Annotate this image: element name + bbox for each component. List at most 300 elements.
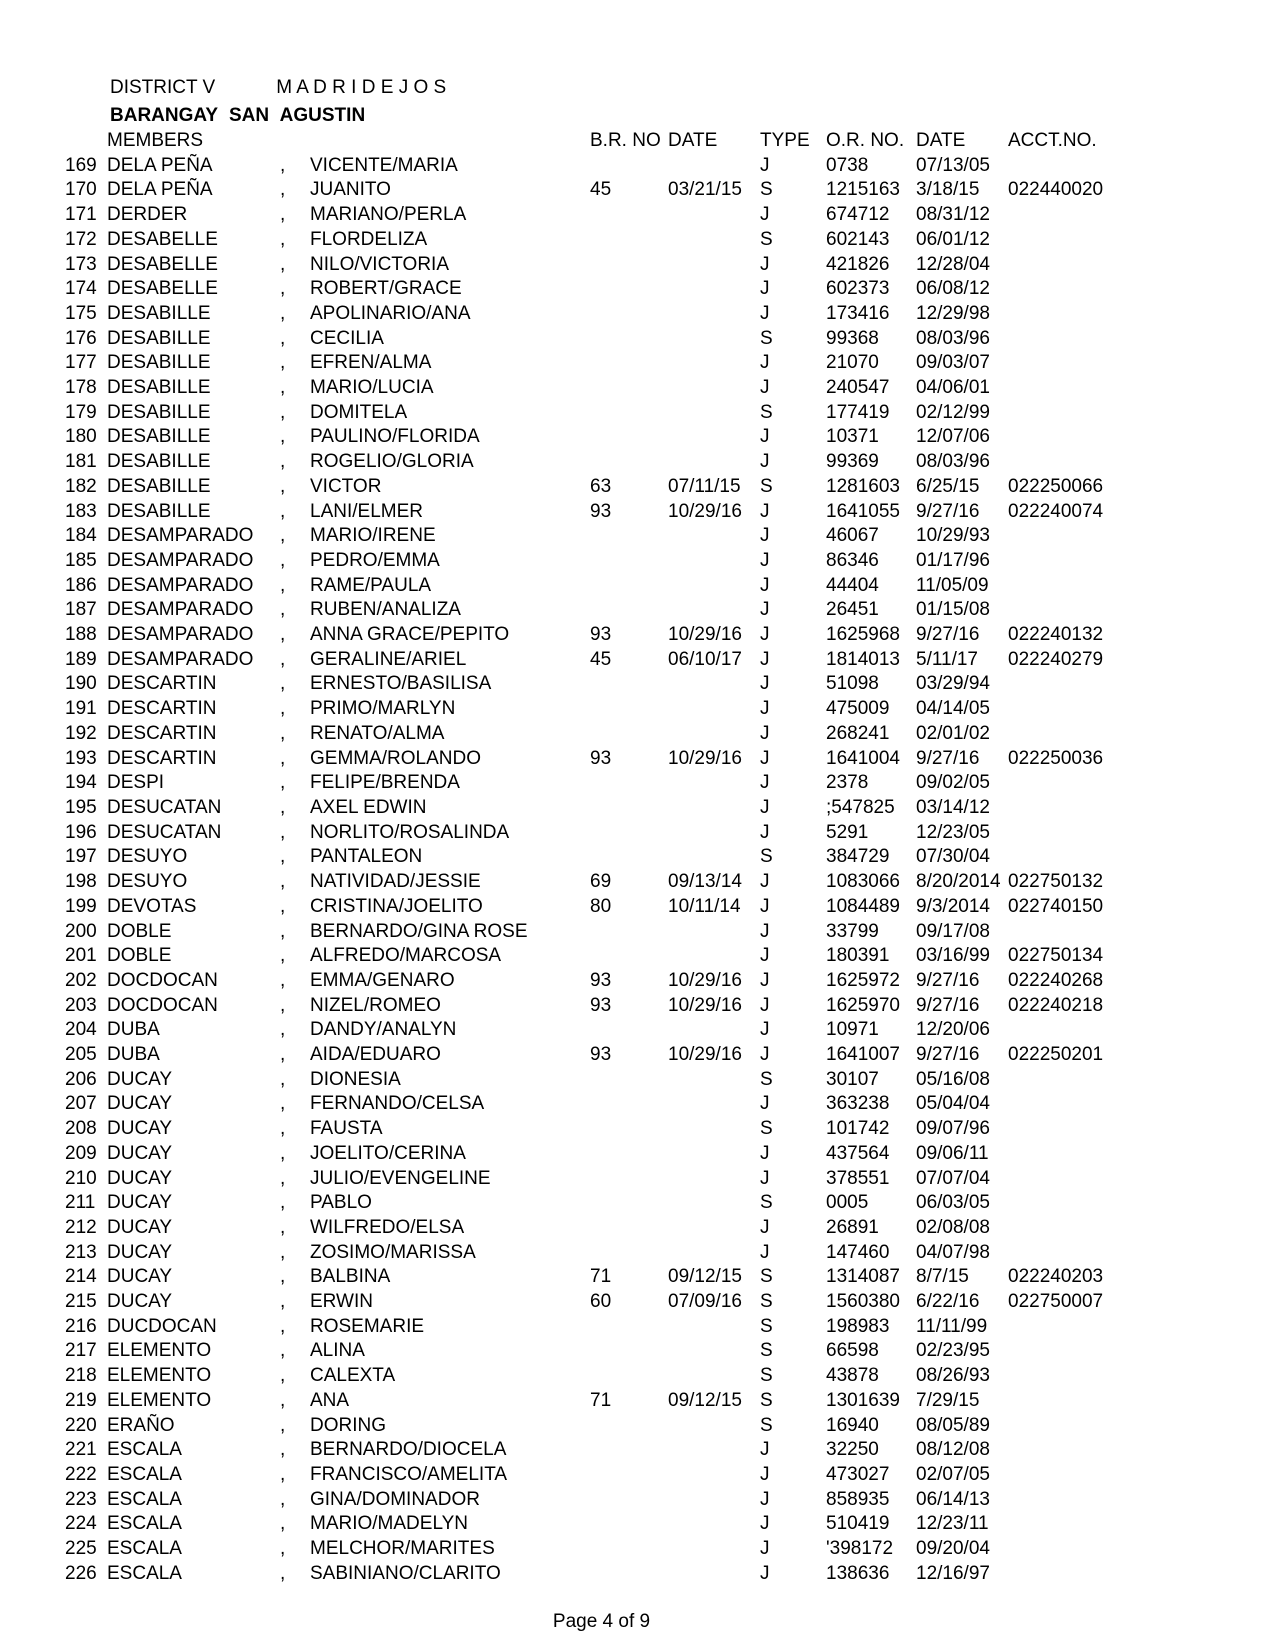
member-given-names: APOLINARIO/ANA (310, 302, 471, 324)
member-acct-no (1008, 1364, 1138, 1389)
member-type: S (760, 475, 773, 497)
member-or-date: 06/08/12 (916, 278, 990, 300)
member-surname: DESAMPARADO (107, 525, 254, 547)
member-surname: DESAMPARADO (107, 599, 254, 621)
member-or-no: 198983 (826, 1315, 890, 1337)
member-surname: DESUCATAN (107, 821, 222, 843)
member-br-no (590, 845, 668, 870)
member-or-no: 44404 (826, 574, 879, 596)
member-given-names: MARIO/MADELYN (310, 1513, 469, 1535)
member-or-date: 8/20/2014 (916, 871, 1001, 893)
member-type: J (760, 698, 770, 720)
member-br-date (668, 549, 760, 574)
member-acct-no (1008, 1537, 1138, 1562)
member-or-date: 09/20/04 (916, 1538, 990, 1560)
member-type: S (760, 1291, 773, 1313)
comma-separator: , (280, 821, 286, 843)
member-type: J (760, 253, 770, 275)
table-row (65, 203, 1138, 228)
member-surname: ESCALA (107, 1562, 182, 1584)
member-acct-no (1008, 1142, 1138, 1167)
member-type: S (760, 1365, 773, 1387)
member-given-names: SABINIANO/CLARITO (310, 1562, 501, 1584)
member-surname: DESUYO (107, 871, 188, 893)
member-number: 185 (65, 549, 97, 571)
comma-separator: , (280, 1562, 286, 1584)
member-br-no (590, 1512, 668, 1537)
member-or-date: 02/23/95 (916, 1340, 990, 1362)
member-given-names: BALBINA (310, 1266, 391, 1288)
member-or-date: 04/06/01 (916, 377, 990, 399)
member-given-names: RUBEN/ANALIZA (310, 599, 461, 621)
member-type: J (760, 377, 770, 399)
member-acct-no (1008, 425, 1138, 450)
member-number: 178 (65, 377, 97, 399)
member-number: 192 (65, 722, 97, 744)
member-surname: ESCALA (107, 1463, 182, 1485)
member-given-names: FAUSTA (310, 1118, 383, 1140)
member-given-names: CALEXTA (310, 1365, 396, 1387)
member-number: 211 (65, 1192, 96, 1214)
member-acct-no (1008, 672, 1138, 697)
member-given-names: JUANITO (310, 179, 391, 201)
comma-separator: , (280, 352, 286, 374)
member-or-date: 06/01/12 (916, 228, 990, 250)
member-type: S (760, 1389, 773, 1411)
member-or-date: 12/23/05 (916, 821, 990, 843)
member-surname: DESABELLE (107, 278, 218, 300)
comma-separator: , (280, 1068, 286, 1090)
member-given-names: GERALINE/ARIEL (310, 648, 467, 670)
member-acct-no (1008, 401, 1138, 426)
table-row (65, 1167, 1138, 1192)
member-given-names: DANDY/ANALYN (310, 1019, 457, 1041)
member-or-date: 10/29/93 (916, 525, 990, 547)
member-br-date (668, 1364, 760, 1389)
col-header-br-date: DATE (668, 130, 718, 151)
member-or-no: 32250 (826, 1439, 879, 1461)
member-or-no: 173416 (826, 302, 890, 324)
member-acct-no: 022740150 (1008, 895, 1104, 917)
member-br-no (590, 1463, 668, 1488)
member-acct-no (1008, 1488, 1138, 1513)
member-surname: DOBLE (107, 945, 172, 967)
member-given-names: NILO/VICTORIA (310, 253, 450, 275)
member-number: 179 (65, 401, 97, 423)
member-type: J (760, 673, 770, 695)
member-br-date (668, 1092, 760, 1117)
member-br-date (668, 302, 760, 327)
table-row (65, 425, 1138, 450)
member-acct-no (1008, 253, 1138, 278)
member-br-date (668, 1167, 760, 1192)
member-br-date (668, 1512, 760, 1537)
member-acct-no: 022750132 (1008, 871, 1104, 893)
member-number: 196 (65, 821, 97, 843)
member-br-no (590, 598, 668, 623)
table-row (65, 1315, 1138, 1340)
member-type: J (760, 1142, 770, 1164)
member-number: 186 (65, 574, 97, 596)
member-br-no (590, 574, 668, 599)
member-type: J (760, 574, 770, 596)
member-number: 204 (65, 1019, 97, 1041)
member-br-no (590, 1414, 668, 1439)
table-row (65, 327, 1138, 352)
member-br-date (668, 1339, 760, 1364)
member-surname: DUCAY (107, 1142, 173, 1164)
member-br-no (590, 1018, 668, 1043)
comma-separator: , (280, 945, 286, 967)
member-br-date (668, 1438, 760, 1463)
member-surname: DUCAY (107, 1192, 173, 1214)
table-row (65, 1512, 1138, 1537)
comma-separator: , (280, 204, 286, 226)
member-or-date: 08/26/93 (916, 1365, 990, 1387)
member-br-date: 10/29/16 (668, 1044, 742, 1066)
comma-separator: , (280, 895, 286, 917)
table-row (65, 1068, 1138, 1093)
member-number: 206 (65, 1068, 97, 1090)
member-number: 177 (65, 352, 97, 374)
comma-separator: , (280, 1389, 286, 1411)
member-type: J (760, 648, 770, 670)
member-br-no (590, 944, 668, 969)
table-row (65, 475, 1138, 500)
member-given-names: LANI/ELMER (310, 500, 423, 522)
member-surname: DESABILLE (107, 401, 211, 423)
table-row (65, 228, 1138, 253)
member-or-date: 01/17/96 (916, 549, 990, 571)
comma-separator: , (280, 278, 286, 300)
comma-separator: , (280, 451, 286, 473)
member-number: 226 (65, 1562, 97, 1584)
member-br-date: 09/12/15 (668, 1266, 742, 1288)
member-or-no: 240547 (826, 377, 890, 399)
member-br-no (590, 1537, 668, 1562)
table-row (65, 648, 1138, 673)
member-acct-no: 022240132 (1008, 624, 1104, 646)
table-row (65, 895, 1138, 920)
member-or-no: 858935 (826, 1488, 890, 1510)
member-or-date: 07/30/04 (916, 846, 990, 868)
member-or-date: 03/14/12 (916, 796, 990, 818)
member-given-names: PANTALEON (310, 846, 423, 868)
member-number: 175 (65, 302, 97, 324)
member-number: 176 (65, 327, 97, 349)
member-surname: DESABILLE (107, 426, 211, 448)
member-number: 171 (65, 204, 97, 226)
member-or-date: 12/16/97 (916, 1562, 990, 1584)
member-or-no: 437564 (826, 1142, 890, 1164)
member-or-no: 99369 (826, 451, 879, 473)
member-type: J (760, 1216, 770, 1238)
member-type: S (760, 1068, 773, 1090)
members-label: MEMBERS (107, 130, 204, 151)
comma-separator: , (280, 500, 286, 522)
member-br-date: 09/12/15 (668, 1389, 742, 1411)
member-surname: DESAMPARADO (107, 549, 254, 571)
member-surname: DOCDOCAN (107, 969, 218, 991)
member-given-names: CRISTINA/JOELITO (310, 895, 483, 917)
member-given-names: ANNA GRACE/PEPITO (310, 624, 510, 646)
member-br-date (668, 1018, 760, 1043)
member-surname: DEVOTAS (107, 895, 197, 917)
comma-separator: , (280, 969, 286, 991)
member-given-names: EMMA/GENARO (310, 969, 455, 991)
member-or-date: 05/16/08 (916, 1068, 990, 1090)
member-br-date: 10/11/14 (668, 895, 741, 917)
member-or-date: 01/15/08 (916, 599, 990, 621)
member-number: 208 (65, 1118, 97, 1140)
member-or-date: 6/22/16 (916, 1291, 980, 1313)
member-type: J (760, 796, 770, 818)
member-acct-no: 022750134 (1008, 945, 1104, 967)
col-header-or-date: DATE (916, 130, 966, 151)
member-given-names: VICTOR (310, 475, 382, 497)
member-surname: DESUYO (107, 846, 188, 868)
member-br-date (668, 598, 760, 623)
member-type: S (760, 1315, 773, 1337)
member-br-no: 45 (590, 179, 612, 201)
member-or-no: 1281603 (826, 475, 900, 497)
comma-separator: , (280, 846, 286, 868)
member-number: 222 (65, 1463, 97, 1485)
member-given-names: WILFREDO/ELSA (310, 1216, 465, 1238)
table-row (65, 1092, 1138, 1117)
member-number: 190 (65, 673, 97, 695)
member-surname: DESABILLE (107, 352, 211, 374)
member-type: J (760, 1439, 770, 1461)
member-br-date (668, 722, 760, 747)
member-given-names: BERNARDO/GINA ROSE (310, 920, 528, 942)
member-number: 205 (65, 1044, 97, 1066)
member-type: S (760, 1266, 773, 1288)
member-br-no (590, 771, 668, 796)
member-br-no (590, 376, 668, 401)
member-surname: ESCALA (107, 1488, 182, 1510)
comma-separator: , (280, 253, 286, 275)
member-surname: DESABILLE (107, 377, 211, 399)
comma-separator: , (280, 1167, 286, 1189)
table-row (65, 253, 1138, 278)
comma-separator: , (280, 302, 286, 324)
member-or-no: 1560380 (826, 1291, 900, 1313)
table-row (65, 500, 1138, 525)
member-acct-no (1008, 796, 1138, 821)
member-type: S (760, 1414, 773, 1436)
member-number: 197 (65, 846, 97, 868)
member-or-date: 9/27/16 (916, 624, 980, 646)
member-br-no (590, 1117, 668, 1142)
member-acct-no (1008, 351, 1138, 376)
member-br-no (590, 722, 668, 747)
member-number: 218 (65, 1365, 97, 1387)
member-surname: DESABELLE (107, 253, 218, 275)
member-br-date: 10/29/16 (668, 624, 742, 646)
member-br-date (668, 253, 760, 278)
member-br-date: 09/13/14 (668, 871, 742, 893)
members-table (65, 129, 1138, 1586)
member-or-date: 9/27/16 (916, 1044, 980, 1066)
member-acct-no: 022240203 (1008, 1266, 1104, 1288)
member-type: J (760, 994, 770, 1016)
member-br-no (590, 1167, 668, 1192)
member-br-date (668, 1463, 760, 1488)
member-surname: ERAÑO (107, 1414, 175, 1436)
table-row (65, 920, 1138, 945)
member-number: 184 (65, 525, 97, 547)
member-given-names: ROBERT/GRACE (310, 278, 462, 300)
comma-separator: , (280, 994, 286, 1016)
table-row (65, 1463, 1138, 1488)
member-number: 225 (65, 1538, 97, 1560)
member-or-date: 7/29/15 (916, 1389, 980, 1411)
member-or-no: 473027 (826, 1463, 890, 1485)
table-row (65, 672, 1138, 697)
member-acct-no (1008, 771, 1138, 796)
member-surname: DESABILLE (107, 500, 211, 522)
member-given-names: PABLO (310, 1192, 372, 1214)
member-surname: DUCDOCAN (107, 1315, 217, 1337)
member-or-date: 08/03/96 (916, 327, 990, 349)
member-given-names: NORLITO/ROSALINDA (310, 821, 510, 843)
member-given-names: MARIANO/PERLA (310, 204, 467, 226)
table-row (65, 277, 1138, 302)
member-acct-no (1008, 228, 1138, 253)
member-or-date: 3/18/15 (916, 179, 980, 201)
col-header-br-no: B.R. NO (590, 130, 661, 151)
member-or-no: 363238 (826, 1093, 890, 1115)
member-surname: DUCAY (107, 1093, 173, 1115)
comma-separator: , (280, 179, 286, 201)
comma-separator: , (280, 1513, 286, 1535)
member-surname: DUCAY (107, 1167, 173, 1189)
member-or-date: 9/27/16 (916, 994, 980, 1016)
member-acct-no (1008, 327, 1138, 352)
member-acct-no: 022250036 (1008, 747, 1104, 769)
member-acct-no (1008, 203, 1138, 228)
table-row (65, 944, 1138, 969)
member-acct-no (1008, 1018, 1138, 1043)
member-br-date (668, 327, 760, 352)
member-given-names: ALINA (310, 1340, 365, 1362)
member-number: 217 (65, 1340, 97, 1362)
member-type: J (760, 1538, 770, 1560)
member-surname: DUCAY (107, 1118, 173, 1140)
member-or-date: 9/3/2014 (916, 895, 990, 917)
member-given-names: MELCHOR/MARITES (310, 1538, 495, 1560)
comma-separator: , (280, 920, 286, 942)
municipality-name: M A D R I D E J O S (276, 77, 447, 98)
member-br-date: 06/10/17 (668, 648, 742, 670)
comma-separator: , (280, 673, 286, 695)
member-br-no: 71 (590, 1389, 612, 1411)
member-or-no: 21070 (826, 352, 879, 374)
comma-separator: , (280, 228, 286, 250)
member-or-no: 43878 (826, 1365, 879, 1387)
member-surname: DESCARTIN (107, 698, 217, 720)
member-number: 203 (65, 994, 97, 1016)
member-given-names: ROGELIO/GLORIA (310, 451, 474, 473)
member-br-no (590, 1315, 668, 1340)
comma-separator: , (280, 574, 286, 596)
member-or-date: 9/27/16 (916, 969, 980, 991)
member-given-names: EFREN/ALMA (310, 352, 432, 374)
member-type: S (760, 1118, 773, 1140)
member-type: J (760, 599, 770, 621)
member-br-no: 93 (590, 1044, 612, 1066)
comma-separator: , (280, 599, 286, 621)
member-acct-no (1008, 376, 1138, 401)
member-number: 187 (65, 599, 97, 621)
member-acct-no (1008, 1167, 1138, 1192)
member-or-date: 02/07/05 (916, 1463, 990, 1485)
member-surname: DESPI (107, 772, 165, 794)
member-surname: DESAMPARADO (107, 624, 254, 646)
comma-separator: , (280, 1365, 286, 1387)
member-or-no: 1301639 (826, 1389, 900, 1411)
member-number: 215 (65, 1291, 97, 1313)
comma-separator: , (280, 1463, 286, 1485)
member-or-date: 09/03/07 (916, 352, 990, 374)
member-number: 212 (65, 1216, 97, 1238)
member-given-names: BERNARDO/DIOCELA (310, 1439, 507, 1461)
member-acct-no (1008, 722, 1138, 747)
member-or-no: 0005 (826, 1192, 869, 1214)
comma-separator: , (280, 1192, 286, 1214)
member-br-date (668, 425, 760, 450)
member-br-date (668, 376, 760, 401)
member-br-date (668, 203, 760, 228)
member-acct-no (1008, 302, 1138, 327)
member-br-date (668, 351, 760, 376)
table-row (65, 1117, 1138, 1142)
member-br-no (590, 253, 668, 278)
member-or-date: 12/29/98 (916, 302, 990, 324)
table-row (65, 1290, 1138, 1315)
member-br-date (668, 796, 760, 821)
member-number: 201 (65, 945, 97, 967)
member-type: J (760, 895, 770, 917)
member-number: 200 (65, 920, 97, 942)
member-given-names: NIZEL/ROMEO (310, 994, 441, 1016)
member-acct-no: 022250201 (1008, 1044, 1104, 1066)
member-acct-no (1008, 1092, 1138, 1117)
member-or-no: 33799 (826, 920, 879, 942)
member-or-no: 46067 (826, 525, 879, 547)
member-type: S (760, 327, 773, 349)
member-type: J (760, 747, 770, 769)
member-acct-no (1008, 524, 1138, 549)
member-br-date (668, 771, 760, 796)
member-br-date (668, 228, 760, 253)
table-row (65, 697, 1138, 722)
member-or-date: 02/12/99 (916, 401, 990, 423)
table-row (65, 1364, 1138, 1389)
comma-separator: , (280, 426, 286, 448)
comma-separator: , (280, 549, 286, 571)
member-or-no: 138636 (826, 1562, 890, 1584)
member-given-names: GEMMA/ROLANDO (310, 747, 482, 769)
member-or-date: 07/07/04 (916, 1167, 990, 1189)
member-or-no: 1083066 (826, 871, 900, 893)
member-surname: DUCAY (107, 1216, 173, 1238)
member-br-no (590, 228, 668, 253)
member-type: J (760, 1044, 770, 1066)
member-or-date: 9/27/16 (916, 500, 980, 522)
table-row (65, 401, 1138, 426)
